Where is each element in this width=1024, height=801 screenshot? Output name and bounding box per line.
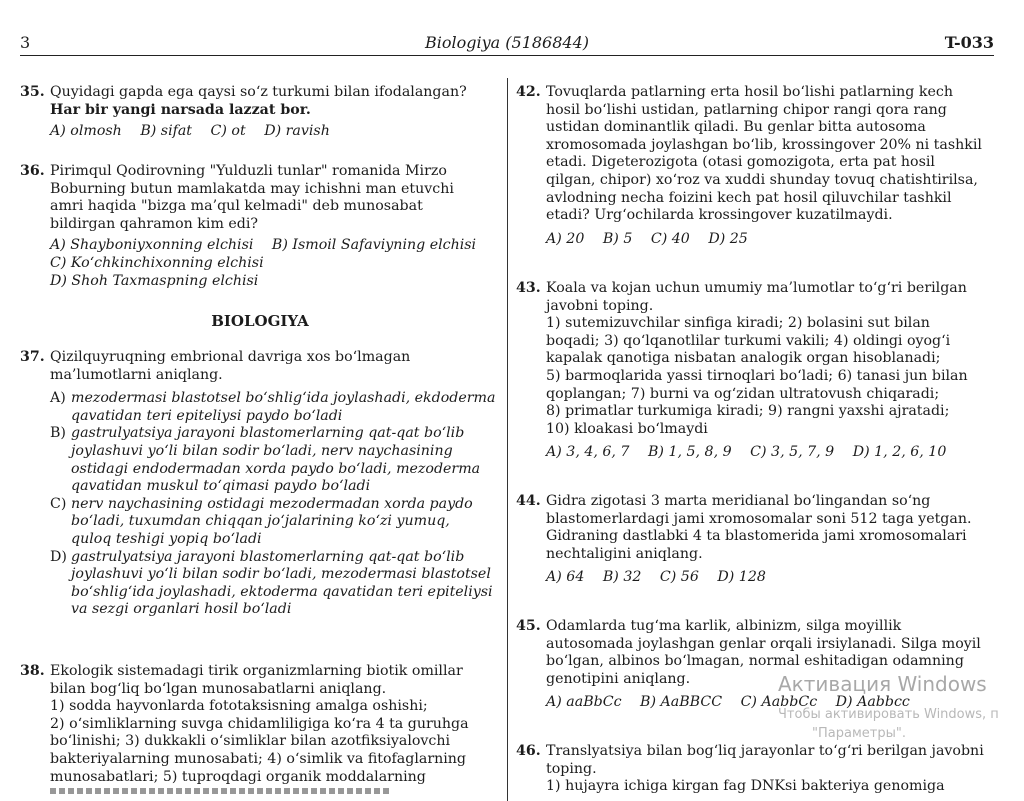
question-text: Translyatsiya bilan bog‘liq jarayonlar to‘g‘ri berilgan javobni	[546, 743, 984, 759]
option-b[interactable]: B) Ismoil Safaviyning elchisi	[271, 237, 477, 254]
question-number: 44.	[516, 493, 541, 509]
question-text: Koala va kojan uchun umumiy ma’lumotlar to‘g‘ri berilgan	[546, 280, 967, 296]
question-text: 10) kloakasi bo‘lmaydi	[546, 420, 708, 437]
option-c[interactable]: C) 3, 5, 7, 9	[750, 444, 835, 461]
question-44	[516, 493, 1006, 587]
answer-options	[50, 237, 505, 290]
question-35	[20, 84, 505, 141]
option-d[interactable]: D) gastrulyatsiya jarayoni blastomerlarning qat-qat bo‘lib joylashuvi yo‘li bilan sodir bo‘ladi, mezodermasi blastotsel bo‘shlig‘ida joylashadi, ektoderma qavatidan teri epiteliysi va sezgi organlari hosil bo‘ladi	[50, 548, 493, 618]
option-c[interactable]: C) 56	[659, 569, 699, 586]
question-text: 2) o‘simliklarning suvga chidamliligiga ko‘ra 4 ta guruhga	[50, 715, 469, 732]
question-number: 46.	[516, 743, 541, 759]
question-text: xromosomada joylashgan bo‘lib, krossingover 20% ni tashkil	[546, 136, 982, 153]
question-text: boqadi; 3) qo‘lqanotlilar turkumi vakili; 4) oldingi oyog‘i	[546, 332, 951, 349]
option-d[interactable]: D) 25	[708, 230, 748, 247]
option-d[interactable]: D) 1, 2, 6, 10	[852, 444, 947, 461]
question-text: autosomada joylashgan genlar orqali irsiylanadi. Silga moyil	[546, 635, 981, 652]
question-text: qoplangan; 7) burni va og‘zidan ultratovush chiqaradi;	[546, 385, 940, 402]
option-b[interactable]: B) 32	[602, 569, 642, 586]
windows-activation-title: Активация Windows	[778, 672, 987, 696]
option-c[interactable]: C) 40	[650, 230, 690, 247]
windows-activation-link: "Параметры".	[812, 726, 906, 741]
question-number: 36.	[20, 163, 45, 179]
option-d[interactable]: D) Aabbcc	[835, 694, 910, 711]
question-text: hosil bo‘lishi ustidan, patlarning chipor rangi qora rang	[546, 101, 947, 118]
question-text: bilan bog‘liq bo‘lgan munosabatlarni aniqlang.	[50, 680, 387, 697]
question-number: 35.	[20, 84, 45, 100]
question-text: etadi. Digeterozigota (otasi gomozigota, erta pat hosil	[546, 154, 935, 171]
question-45	[516, 618, 1006, 712]
question-text: toping.	[546, 760, 597, 777]
question-text: munosabatlari; 5) tuproqdagi organik moddalarning	[50, 768, 426, 785]
page-header	[20, 33, 994, 56]
test-code: T-033	[944, 33, 994, 52]
option-b[interactable]: B) AaBBCC	[640, 694, 723, 711]
question-text: ustidan dominantlik qiladi. Bu genlar bitta autosoma	[546, 119, 926, 136]
question-text: genotipini aniqlang.	[546, 670, 691, 687]
option-d[interactable]: D) Shoh Taxmaspning elchisi	[50, 272, 259, 289]
option-b[interactable]: B) 1, 5, 8, 9	[647, 444, 732, 461]
option-a[interactable]: A) olmosh	[50, 123, 122, 140]
question-text: ma’lumotlarni aniqlang.	[50, 366, 223, 383]
option-c[interactable]: C) AabbCc	[740, 694, 818, 711]
cut-off-text	[50, 788, 390, 794]
question-number: 45.	[516, 618, 541, 634]
question-text: Pirimqul Qodirovning "Yulduzli tunlar" romanida Mirzo	[50, 163, 447, 179]
question-37	[20, 349, 505, 619]
question-text: Boburning butun mamlakatda may ichishni man etuvchi	[50, 180, 454, 197]
option-d[interactable]: D) 128	[717, 569, 766, 586]
option-a[interactable]: A) Shayboniyxonning elchisi	[50, 237, 254, 254]
question-text: javobni toping.	[546, 297, 654, 314]
question-text: 1) hujayra ichiga kirgan fag DNKsi bakteriya genomiga	[546, 778, 945, 795]
question-text: Gidra zigotasi 3 marta meridianal bo‘lingandan so‘ng	[546, 493, 931, 509]
header-title: Biologiya (5186844)	[424, 33, 590, 52]
question-text: 1) sutemizuvchilar sinfiga kiradi; 2) bolasini sut bilan	[546, 315, 930, 332]
question-text: bo‘lgan, albinos bo‘lmagan, normal eshitadigan odamning	[546, 653, 964, 670]
question-text: kapalak qanotiga nisbatan analogik organ hisoblanadi;	[546, 350, 941, 367]
option-c[interactable]: C) Ko‘chkinchixonning elchisi	[50, 254, 264, 271]
question-text: Qizilquyruqning embrional davriga xos bo‘lmagan	[50, 349, 411, 365]
question-46	[516, 743, 1006, 796]
question-43	[516, 280, 1006, 462]
option-b[interactable]: B) 5	[602, 230, 633, 247]
option-b[interactable]: B) sifat	[140, 123, 193, 140]
question-number: 42.	[516, 84, 541, 100]
option-a[interactable]: A) 3, 4, 6, 7	[546, 444, 630, 461]
option-a[interactable]: A) mezodermasi blastotsel bo‘shlig‘ida joylashadi, ekdoderma qavatidan teri epiteliysi paydo bo‘ladi	[50, 390, 496, 424]
question-text: avlodning necha foizini kech pat hosil qiluvchilar tashkil	[546, 189, 952, 206]
question-text: bildirgan qahramon kim edi?	[50, 215, 259, 232]
option-a[interactable]: A) 20	[546, 230, 585, 247]
option-c[interactable]: C) nerv naychasining ostidagi mezodermadan xorda paydo bo‘ladi, tuxumdan chiqqan jo‘jalarining ko‘zi yumuq, quloq teshigi yopiq bo‘ladi	[50, 495, 473, 547]
answer-options	[546, 231, 1006, 249]
question-number: 37.	[20, 349, 45, 365]
answer-options	[50, 390, 505, 619]
section-title: BIOLOGIYA	[211, 312, 309, 330]
question-text: 8) primatlar turkumiga kiradi; 9) rangni yaxshi ajratadi;	[546, 403, 950, 420]
question-text: blastomerlardagi jami xromosomalar soni 512 taga yetgan.	[546, 510, 972, 527]
answer-options	[546, 569, 1006, 587]
option-c[interactable]: C) ot	[210, 123, 246, 140]
question-text: etadi? Urg‘ochilarda krossingover kuzatilmaydi.	[546, 207, 893, 224]
question-text: bo‘linishi; 3) dukkakli o‘simliklar bilan azotfiksiyalovchi	[50, 733, 451, 750]
answer-options	[546, 444, 1006, 462]
option-a[interactable]: A) 64	[546, 569, 585, 586]
question-number: 43.	[516, 280, 541, 296]
option-b[interactable]: B) gastrulyatsiya jarayoni blastomerlarning qat-qat bo‘lib joylashuvi yo‘li bilan sodir bo‘ladi, nerv naychasining ostidagi endodermadan xorda paydo bo‘ladi, mezoderma qavatidan muskul to‘qimasi paydo bo‘ladi	[50, 425, 481, 495]
question-42	[516, 84, 1006, 248]
question-text: 1) sodda hayvonlarda fototaksisning amalga oshishi;	[50, 698, 428, 715]
question-text: Tovuqlarda patlarning erta hosil bo‘lishi patlarning kech	[546, 84, 953, 100]
page-number: 3	[20, 33, 31, 52]
question-text: Ekologik sistemadagi tirik organizmlarning biotik omillar	[50, 663, 463, 679]
option-a[interactable]: A) aaBbCc	[546, 694, 622, 711]
question-38	[20, 663, 505, 786]
question-text: Gidraning dastlabki 4 ta blastomerida jami xromosomalari	[546, 528, 967, 545]
question-text: bakteriyalarning munosabati; 4) o‘simlik va fitofaglarning	[50, 750, 467, 767]
question-text: amri haqida "bizga ma’qul kelmadi" deb munosabat	[50, 198, 423, 215]
option-d[interactable]: D) ravish	[264, 123, 330, 140]
column-divider	[507, 78, 508, 801]
windows-activation-text: Чтобы активировать Windows, п	[778, 707, 999, 722]
question-text: 5) barmoqlarida yassi tirnoqlari bo‘ladi; 6) tanasi jun bilan	[546, 367, 968, 384]
question-text: qilgan, chipor) xo‘roz va xuddi shunday tovuq chatishtirilsa,	[546, 171, 978, 188]
question-text: Odamlarda tug‘ma karlik, albinizm, silga moyillik	[546, 618, 902, 634]
question-quote: Har bir yangi narsada lazzat bor.	[50, 101, 311, 118]
question-number: 38.	[20, 663, 45, 679]
question-text: Quyidagi gapda ega qaysi so‘z turkumi bilan ifodalangan?	[50, 84, 467, 100]
question-text: nechtaligini aniqlang.	[546, 545, 703, 562]
question-36	[20, 163, 505, 290]
answer-options	[50, 123, 505, 141]
